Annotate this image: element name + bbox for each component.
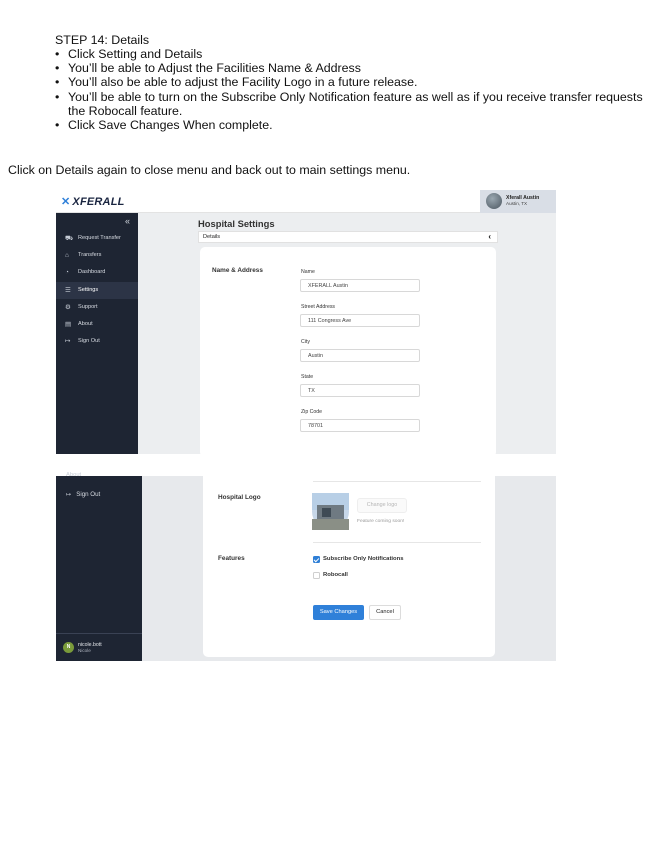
field-label-name: Name xyxy=(301,269,315,275)
section-label-features: Features xyxy=(218,555,245,562)
divider xyxy=(313,481,481,482)
step-title: STEP 14: Details xyxy=(55,33,150,47)
sidebar-item-label: Support xyxy=(78,303,98,310)
user-location: Austin, TX xyxy=(506,201,528,206)
instruction-item: • You’ll also be able to adjust the Facility Logo in a future release. xyxy=(55,75,645,89)
instruction-item: • Click Save Changes When complete. xyxy=(55,118,645,132)
street-address-field[interactable] xyxy=(300,314,420,327)
avatar: N xyxy=(63,642,74,653)
sidebar-item-label: About xyxy=(78,320,93,327)
logo-text: XFERALL xyxy=(72,196,125,208)
zip-code-field[interactable] xyxy=(300,419,420,432)
settings-card-lower xyxy=(203,476,495,657)
app-logo[interactable] xyxy=(61,195,125,208)
user-menu[interactable] xyxy=(480,190,556,213)
field-value: TX xyxy=(308,388,315,394)
name-address-card xyxy=(200,247,496,457)
hospital-logo-image xyxy=(312,493,349,530)
close-note: Click on Details again to close menu and back out to main settings menu. xyxy=(8,163,411,177)
sidebar-item-label: Dashboard xyxy=(78,269,106,276)
book-icon: ▤ xyxy=(65,320,72,328)
details-accordion-header[interactable] xyxy=(198,231,498,243)
robocall-checkbox[interactable] xyxy=(313,572,320,579)
sidebar-item-label: Sign Out xyxy=(78,338,100,345)
name-field[interactable] xyxy=(300,279,420,292)
sidebar-item-request-transfer[interactable] xyxy=(56,230,138,247)
gear-icon: ⚙ xyxy=(65,303,71,311)
sidebar-item-label: Request Transfer xyxy=(78,235,121,241)
sidebar-item-label: Sign Out xyxy=(76,491,101,498)
logo-coming-soon-note: Feature coming soon! xyxy=(357,519,405,524)
field-value: 78701 xyxy=(308,423,323,429)
change-logo-button[interactable]: Change logo xyxy=(357,498,407,513)
sidebar-item-support[interactable] xyxy=(56,299,138,316)
sidebar-item-sign-out[interactable] xyxy=(66,491,100,498)
field-label-city: City xyxy=(301,339,310,345)
sign-out-icon: ↦ xyxy=(66,491,72,498)
field-label-state: State xyxy=(301,374,314,380)
section-label-hospital-logo: Hospital Logo xyxy=(218,494,261,501)
subscribe-only-checkbox[interactable] xyxy=(313,556,320,563)
sidebar xyxy=(56,213,138,454)
field-value: XFERALL Austin xyxy=(308,283,348,289)
sidebar-item-about[interactable] xyxy=(56,316,138,333)
double-chevron-left-icon[interactable]: « xyxy=(124,216,130,226)
instruction-item: • You’ll be able to Adjust the Facilities Name & Address xyxy=(55,61,645,75)
city-field[interactable] xyxy=(300,349,420,362)
top-bar xyxy=(56,190,556,213)
sidebar-nav xyxy=(56,230,138,350)
sidebar-item-label: Transfers xyxy=(78,252,102,259)
robocall-label: Robocall xyxy=(323,572,348,578)
sign-out-icon: ↦ xyxy=(65,338,71,346)
sidebar-item-label: Settings xyxy=(78,286,99,293)
main-content xyxy=(138,213,556,454)
sidebar-user[interactable] xyxy=(56,633,142,661)
footer-user-name: nicole.bott xyxy=(78,642,102,648)
instruction-item: • You’ll be able to turn on the Subscribe Only Notification feature as well as if you receive transfer requests the Robocall feature. xyxy=(55,90,645,118)
gauge-icon: ◔ xyxy=(65,269,69,277)
save-changes-button[interactable]: Save Changes xyxy=(313,605,364,620)
avatar xyxy=(486,193,502,209)
sidebar-item-sign-out[interactable] xyxy=(56,333,138,350)
section-label-name-address: Name & Address xyxy=(212,267,263,274)
field-label-zip: Zip Code xyxy=(301,409,323,415)
user-name: Xferall Austin xyxy=(506,195,540,201)
cancel-button[interactable]: Cancel xyxy=(369,605,401,620)
field-label-street: Street Address xyxy=(301,304,336,310)
sidebar-item-about-partial[interactable]: About xyxy=(66,472,82,478)
state-field[interactable] xyxy=(300,384,420,397)
field-value: 111 Congress Ave xyxy=(308,318,352,324)
ambulance-icon: ⛟ xyxy=(65,235,74,242)
settings-screenshot-bottom xyxy=(56,472,556,661)
details-label: Details xyxy=(203,234,221,240)
sidebar-item-dashboard[interactable] xyxy=(56,264,138,281)
page-title: Hospital Settings xyxy=(198,218,275,229)
field-value: Austin xyxy=(308,353,323,359)
sidebar xyxy=(56,472,142,661)
settings-screenshot-top xyxy=(56,190,556,454)
instruction-list xyxy=(55,47,645,132)
divider xyxy=(313,542,481,543)
subscribe-only-label: Subscribe Only Notifications xyxy=(323,556,404,562)
menu-lines-icon: ☰ xyxy=(65,286,71,294)
chevron-left-icon: ‹ xyxy=(488,232,491,241)
instruction-item: • Click Setting and Details xyxy=(55,47,645,61)
sidebar-item-settings[interactable] xyxy=(56,282,138,299)
sidebar-item-transfers[interactable] xyxy=(56,247,138,264)
footer-user-sub: Nicole xyxy=(78,648,91,653)
x-logo-icon: ✕ xyxy=(61,196,71,208)
hospital-icon: ⌂ xyxy=(65,252,69,260)
